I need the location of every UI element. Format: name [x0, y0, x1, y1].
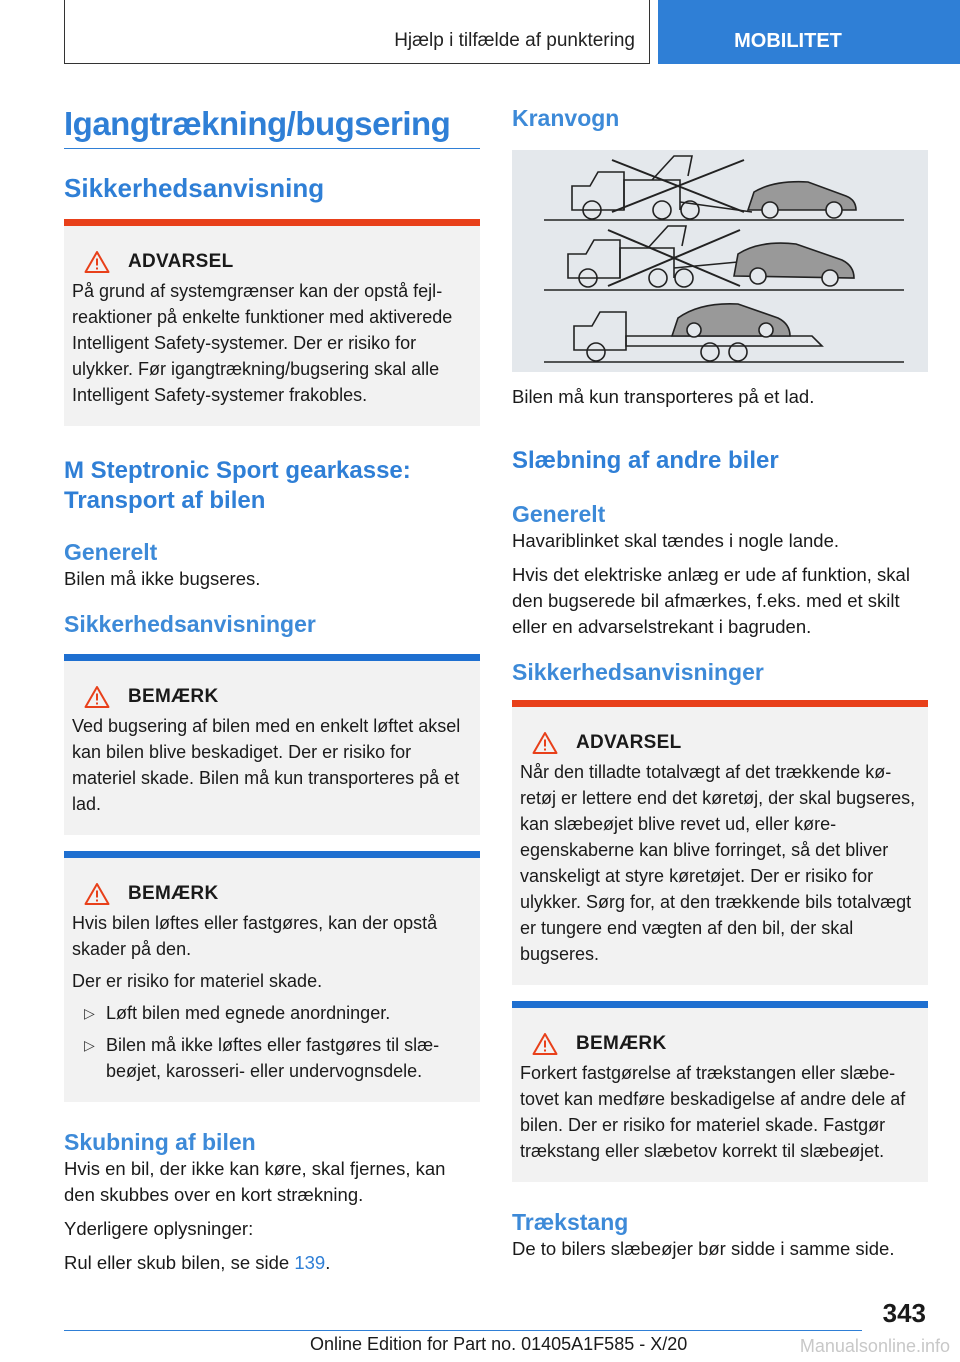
section-title: Hjælp i tilfælde af punktering [394, 30, 635, 51]
title-rule [64, 148, 480, 149]
roll-text [64, 1250, 480, 1276]
warning-box [64, 219, 480, 426]
page-link[interactable]: 139 [294, 1252, 326, 1273]
safety-heading-2: Sikkerhedsanvisninger [64, 611, 316, 637]
safety-heading-right: Sikkerhedsanvisninger [512, 659, 764, 685]
warning-label: ADVARSEL [128, 251, 234, 272]
note-label: BEMÆRK [576, 1033, 667, 1054]
list-item [72, 1000, 472, 1026]
list-item [72, 1032, 472, 1084]
steptronic-heading: M Steptronic Sport gearkasse: Transport af bilen [64, 457, 411, 514]
warning-triangle-icon [532, 731, 558, 755]
general-text: Bilen må ikke bugseres. [64, 568, 261, 589]
note-box-right [512, 1001, 928, 1182]
general-heading-right: Generelt [512, 501, 606, 527]
note-box-1 [64, 654, 480, 835]
warning-triangle-icon [84, 882, 110, 906]
edition-text: Online Edition for Part no. 01405A1F585 - X/20 [310, 1334, 688, 1354]
note-box-2 [64, 851, 480, 1102]
general-heading: Generelt [64, 539, 158, 565]
footer-rule [64, 1330, 862, 1331]
towbar-heading: Trækstang [512, 1209, 629, 1235]
note-label: BEMÆRK [128, 883, 219, 904]
safety-heading: Sikkerhedsanvisning [64, 173, 325, 203]
header-box [64, 0, 650, 64]
more-info-text: Yderligere oplysninger: [64, 1218, 254, 1239]
note-label: BEMÆRK [128, 686, 219, 707]
towbar-text: De to bilers slæbeøjer bør sidde i samme side. [512, 1238, 895, 1259]
page-title: Igangtrækning/bugsering [64, 105, 451, 142]
tow-truck-illustration [512, 150, 928, 372]
chapter-tab-label: MOBILITET [734, 30, 842, 52]
roll-text-main: Rul eller skub bilen, se side [64, 1252, 295, 1273]
warning-box-right [512, 700, 928, 985]
warning-label: ADVARSEL [576, 732, 682, 753]
bullet-triangle-icon: ▷ [84, 1005, 95, 1021]
chapter-tab[interactable] [658, 0, 960, 64]
warning-triangle-icon [84, 685, 110, 709]
right-column [512, 104, 928, 1262]
tow-others-heading: Slæbning af andre biler [512, 447, 779, 474]
tow-truck-heading: Kranvogn [512, 105, 620, 131]
tow-truck-image [512, 150, 928, 372]
push-text: Hvis en bil, der ikke kan køre, skal fjernes, kan den skubbes over en kort strækning. [64, 1158, 446, 1205]
left-column [64, 104, 480, 1276]
warning-triangle-icon [84, 250, 110, 274]
roll-text-end: . [325, 1252, 331, 1273]
list-item-text: Løft bilen med egnede anordninger. [106, 1003, 391, 1023]
note-text: Ved bugsering af bilen med en enkelt løftet aksel kan bilen blive beskadiget. Der er risiko for materiel skade. Bilen må kun transporteres på et lad. [72, 716, 461, 814]
note-text: Forkert fastgørelse af trækstangen eller slæbetovet kan medføre beskadigelse af andre dele af bilen. Der er risiko for materiel skade. Fastgør trækstang eller slæbetov korrekt til slæbeøjet. [520, 1063, 906, 1161]
page-number: 343 [882, 1298, 926, 1328]
list-item-text: Bilen må ikke løftes eller fastgøres til slæbeøjet, karosseri- eller undervognsdele. [106, 1035, 440, 1081]
bullet-triangle-icon: ▷ [84, 1037, 95, 1053]
general-text-2: Hvis det elektriske anlæg er ude af funktion, skal den bugserede bil afmærkes, f.eks. med et skilt eller en advarselstrekant i bagruden. [512, 564, 910, 637]
note-text-2: Der er risiko for materiel skade. [72, 971, 323, 991]
general-text-1: Havariblinket skal tændes i nogle lande. [512, 530, 840, 551]
tow-caption: Bilen må kun transporteres på et lad. [512, 386, 815, 407]
note-text-1: Hvis bilen løftes eller fastgøres, kan der opstå skader på den. [72, 913, 438, 959]
push-heading: Skubning af bilen [64, 1129, 256, 1155]
site-watermark: Manualsonline.info [799, 1336, 950, 1356]
warning-triangle-icon [532, 1032, 558, 1056]
warning-text: Når den tilladte totalvægt af det trækkende køretøj er lettere end det køretøj, der skal bugseres, kan slæbeøjet blive revet ud, eller køreegenskaberne kan blive forringet, så det bliver vanskeligt at styre køretøjet. Der er risiko for ulykker. Sørg for, at den trækkende bils totalvægt er tungere end vægten af den bil, der skal bugseres. [520, 762, 916, 964]
warning-text: På grund af systemgrænser kan der opstå fejlreaktioner på enkelte funktioner med aktiverede Intelligent Safety-systemer. Der er risiko for ulykker. Før igangtrækning/bugsering skal alle Intelligent Safety-systemer frakobles. [72, 281, 453, 405]
